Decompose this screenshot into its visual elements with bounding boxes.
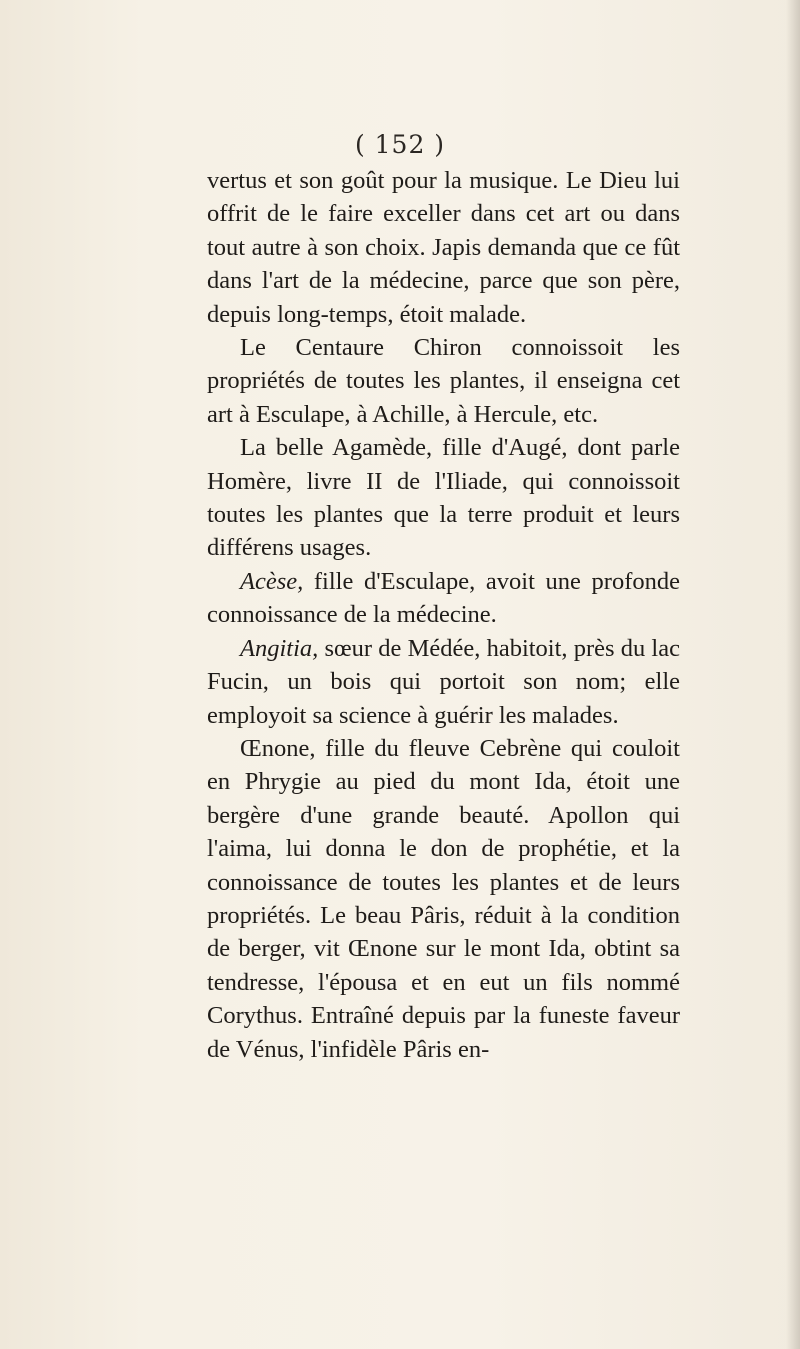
paragraph-5-lead: Angitia, <box>240 634 319 662</box>
paragraph-5-text: sœur de Médée, habitoit, près du lac Fucin, un bois qui portoit son nom; elle employoit sa science à guérir les malades. <box>207 634 680 729</box>
paragraph-6 <box>207 732 680 1066</box>
paragraph-2-text: Le Centaure Chiron connoissoit les propriétés de toutes les plantes, il enseigna cet art à Esculape, à Achille, à Hercule, etc. <box>207 334 680 428</box>
paragraph-1-text: vertus et son goût pour la musique. Le Dieu lui offrit de le faire exceller dans cet art ou dans tout autre à son choix. Japis demanda que ce fût dans l'art de la médecine, parce que son père, depuis long-temps, étoit malade. <box>207 167 680 328</box>
body-text <box>207 164 680 1066</box>
paragraph-4 <box>207 565 680 632</box>
paragraph-4-text: fille d'Esculape, avoit une profonde connoissance de la médecine. <box>207 567 680 629</box>
paragraph-5 <box>207 632 680 732</box>
paragraph-3-text: La belle Agamède, fille d'Augé, dont parle Homère, livre II de l'Iliade, qui connoissoit toutes les plantes que la terre produit et leurs différens usages. <box>207 434 680 562</box>
paragraph-6-text: Œnone, fille du fleuve Cebrène qui couloit en Phrygie au pied du mont Ida, étoit une bergère d'une grande beauté. Apollon qui l'aima, lui donna le don de prophétie, et la connoissance de toutes les plantes et de leurs propriétés. Le beau Pâris, réduit à la condition de berger, vit Œnone sur le mont Ida, obtint sa tendresse, l'épousa et en eut un fils nommé Corythus. Entraîné depuis par la funeste faveur de Vénus, l'infidèle Pâris en- <box>207 734 680 1063</box>
paragraph-1 <box>207 164 680 331</box>
paragraph-4-lead: Acèse, <box>240 567 304 595</box>
page-number: ( 152 ) <box>354 130 446 159</box>
paragraph-3 <box>207 431 680 565</box>
paragraph-2 <box>207 331 680 431</box>
page-edge-shadow <box>786 0 800 1349</box>
